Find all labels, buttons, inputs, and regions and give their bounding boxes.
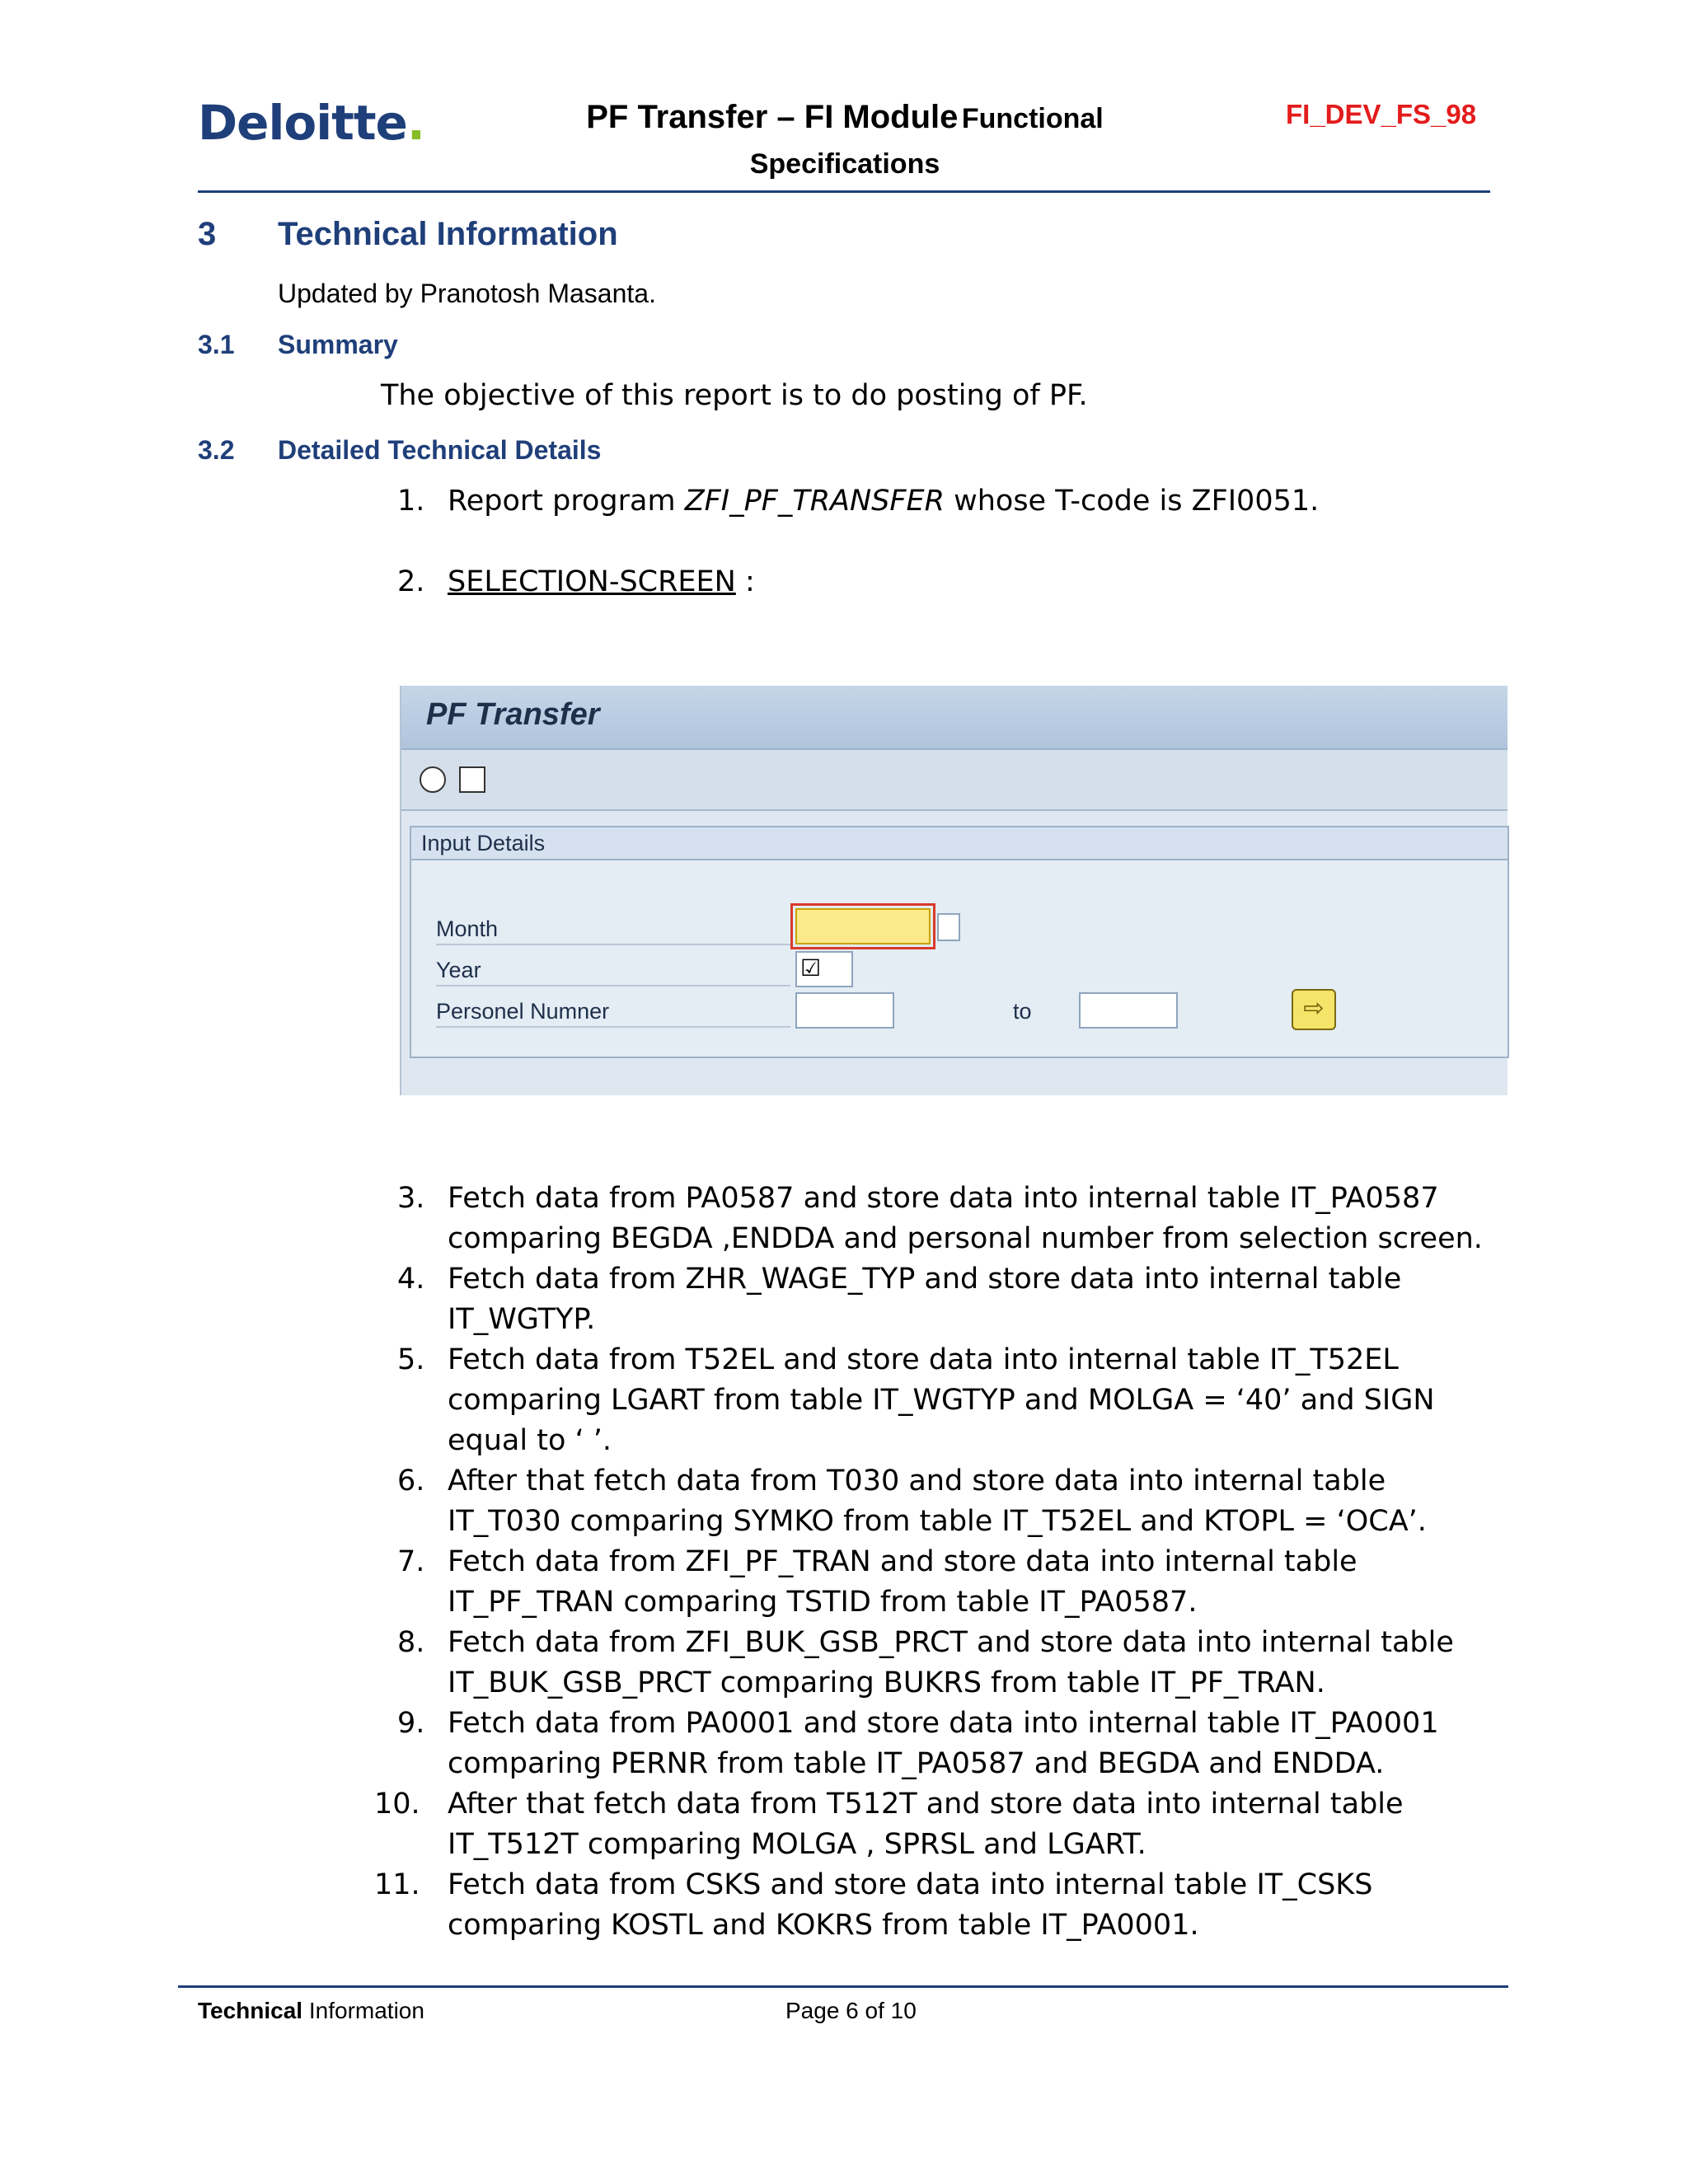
details-list-top	[397, 481, 1485, 602]
title-main: PF Transfer – FI Module	[586, 99, 959, 135]
year-checkbox[interactable]: ☑	[795, 951, 853, 987]
list-item: 6. After that fetch data from T030 and store data into internal table IT_T030 comparing SYMKO from table IT_T52EL and KTOPL = ‘OCA’.	[397, 1465, 1427, 1538]
year-label: Year	[436, 958, 790, 987]
frame-header: Input Details	[411, 827, 1507, 860]
execute-icon[interactable]	[420, 766, 446, 793]
month-label: Month	[436, 916, 790, 945]
title-suffix: Functional	[961, 103, 1104, 134]
selection-screen-label: SELECTION-SCREEN	[448, 565, 736, 598]
title-line2: Specifications	[749, 148, 940, 180]
document-id: FI_DEV_FS_98	[1286, 99, 1477, 129]
list-item: 9. Fetch data from PA0001 and store data into internal table IT_PA0001 comparing PERNR from table IT_PA0587 and BEGDA and ENDDA.	[397, 1707, 1439, 1780]
sap-selection-screen	[400, 686, 1507, 1095]
month-f4-help-icon[interactable]	[937, 913, 960, 941]
page-number: Page 6 of 10	[785, 1998, 917, 2023]
summary-text: The objective of this report is to do posting of PF.	[381, 379, 1088, 412]
list-item: 8. Fetch data from ZFI_BUK_GSB_PRCT and store data into internal table IT_BUK_GSB_PRCT comparing BUKRS from table IT_PF_TRAN.	[397, 1626, 1454, 1699]
list-item: 11. Fetch data from CSKS and store data into internal table IT_CSKS comparing KOSTL and KOKRS from table IT_PA0001.	[374, 1868, 1373, 1942]
footer-divider	[178, 1985, 1508, 1988]
personel-label: Personel Numner	[436, 999, 790, 1028]
list-item: 10. After that fetch data from T512T and store data into internal table IT_T512T comparing MOLGA , SPRSL and LGART.	[374, 1788, 1404, 1861]
list-item: 7. Fetch data from ZFI_PF_TRAN and store data into internal table IT_PF_TRAN comparing TSTID from table IT_PA0587.	[397, 1545, 1357, 1619]
section-heading: 3 Technical Information	[198, 216, 618, 252]
sap-title-bar: PF Transfer	[401, 686, 1507, 750]
program-name: ZFI_PF_TRANSFER	[684, 485, 945, 518]
personel-to-input[interactable]	[1079, 992, 1178, 1029]
month-input[interactable]	[795, 908, 931, 944]
input-details-frame	[410, 826, 1509, 1058]
list-item: 2. SELECTION-SCREEN :	[397, 565, 755, 598]
details-heading: 3.2 Detailed Technical Details	[198, 435, 602, 465]
document-title	[519, 97, 1170, 184]
sap-toolbar	[401, 750, 1507, 811]
multiple-selection-button[interactable]: ⇨	[1292, 989, 1336, 1030]
header-divider	[198, 190, 1490, 193]
list-item: 1. Report program ZFI_PF_TRANSFER whose T-code is ZFI0051.	[397, 485, 1320, 518]
to-label: to	[1013, 999, 1032, 1024]
list-item: 3. Fetch data from PA0587 and store data into internal table IT_PA0587 comparing BEGDA ,ENDDA and personal number from selection screen.	[397, 1182, 1483, 1255]
details-list	[374, 1179, 1485, 1946]
list-item: 5. Fetch data from T52EL and store data into internal table IT_T52EL comparing LGART from table IT_WGTYP and MOLGA = ‘40’ and SIGN equal to ‘ ’.	[397, 1343, 1435, 1457]
list-item: 4. Fetch data from ZHR_WAGE_TYP and store data into internal table IT_WGTYP.	[397, 1263, 1402, 1336]
summary-heading: 3.1 Summary	[198, 330, 398, 359]
footer-section: Technical Information	[198, 1998, 424, 2023]
personel-from-input[interactable]	[795, 992, 894, 1029]
variant-icon[interactable]	[459, 766, 485, 793]
updated-by: Updated by Pranotosh Masanta.	[278, 279, 656, 308]
deloitte-logo: Deloitte.	[198, 95, 424, 151]
